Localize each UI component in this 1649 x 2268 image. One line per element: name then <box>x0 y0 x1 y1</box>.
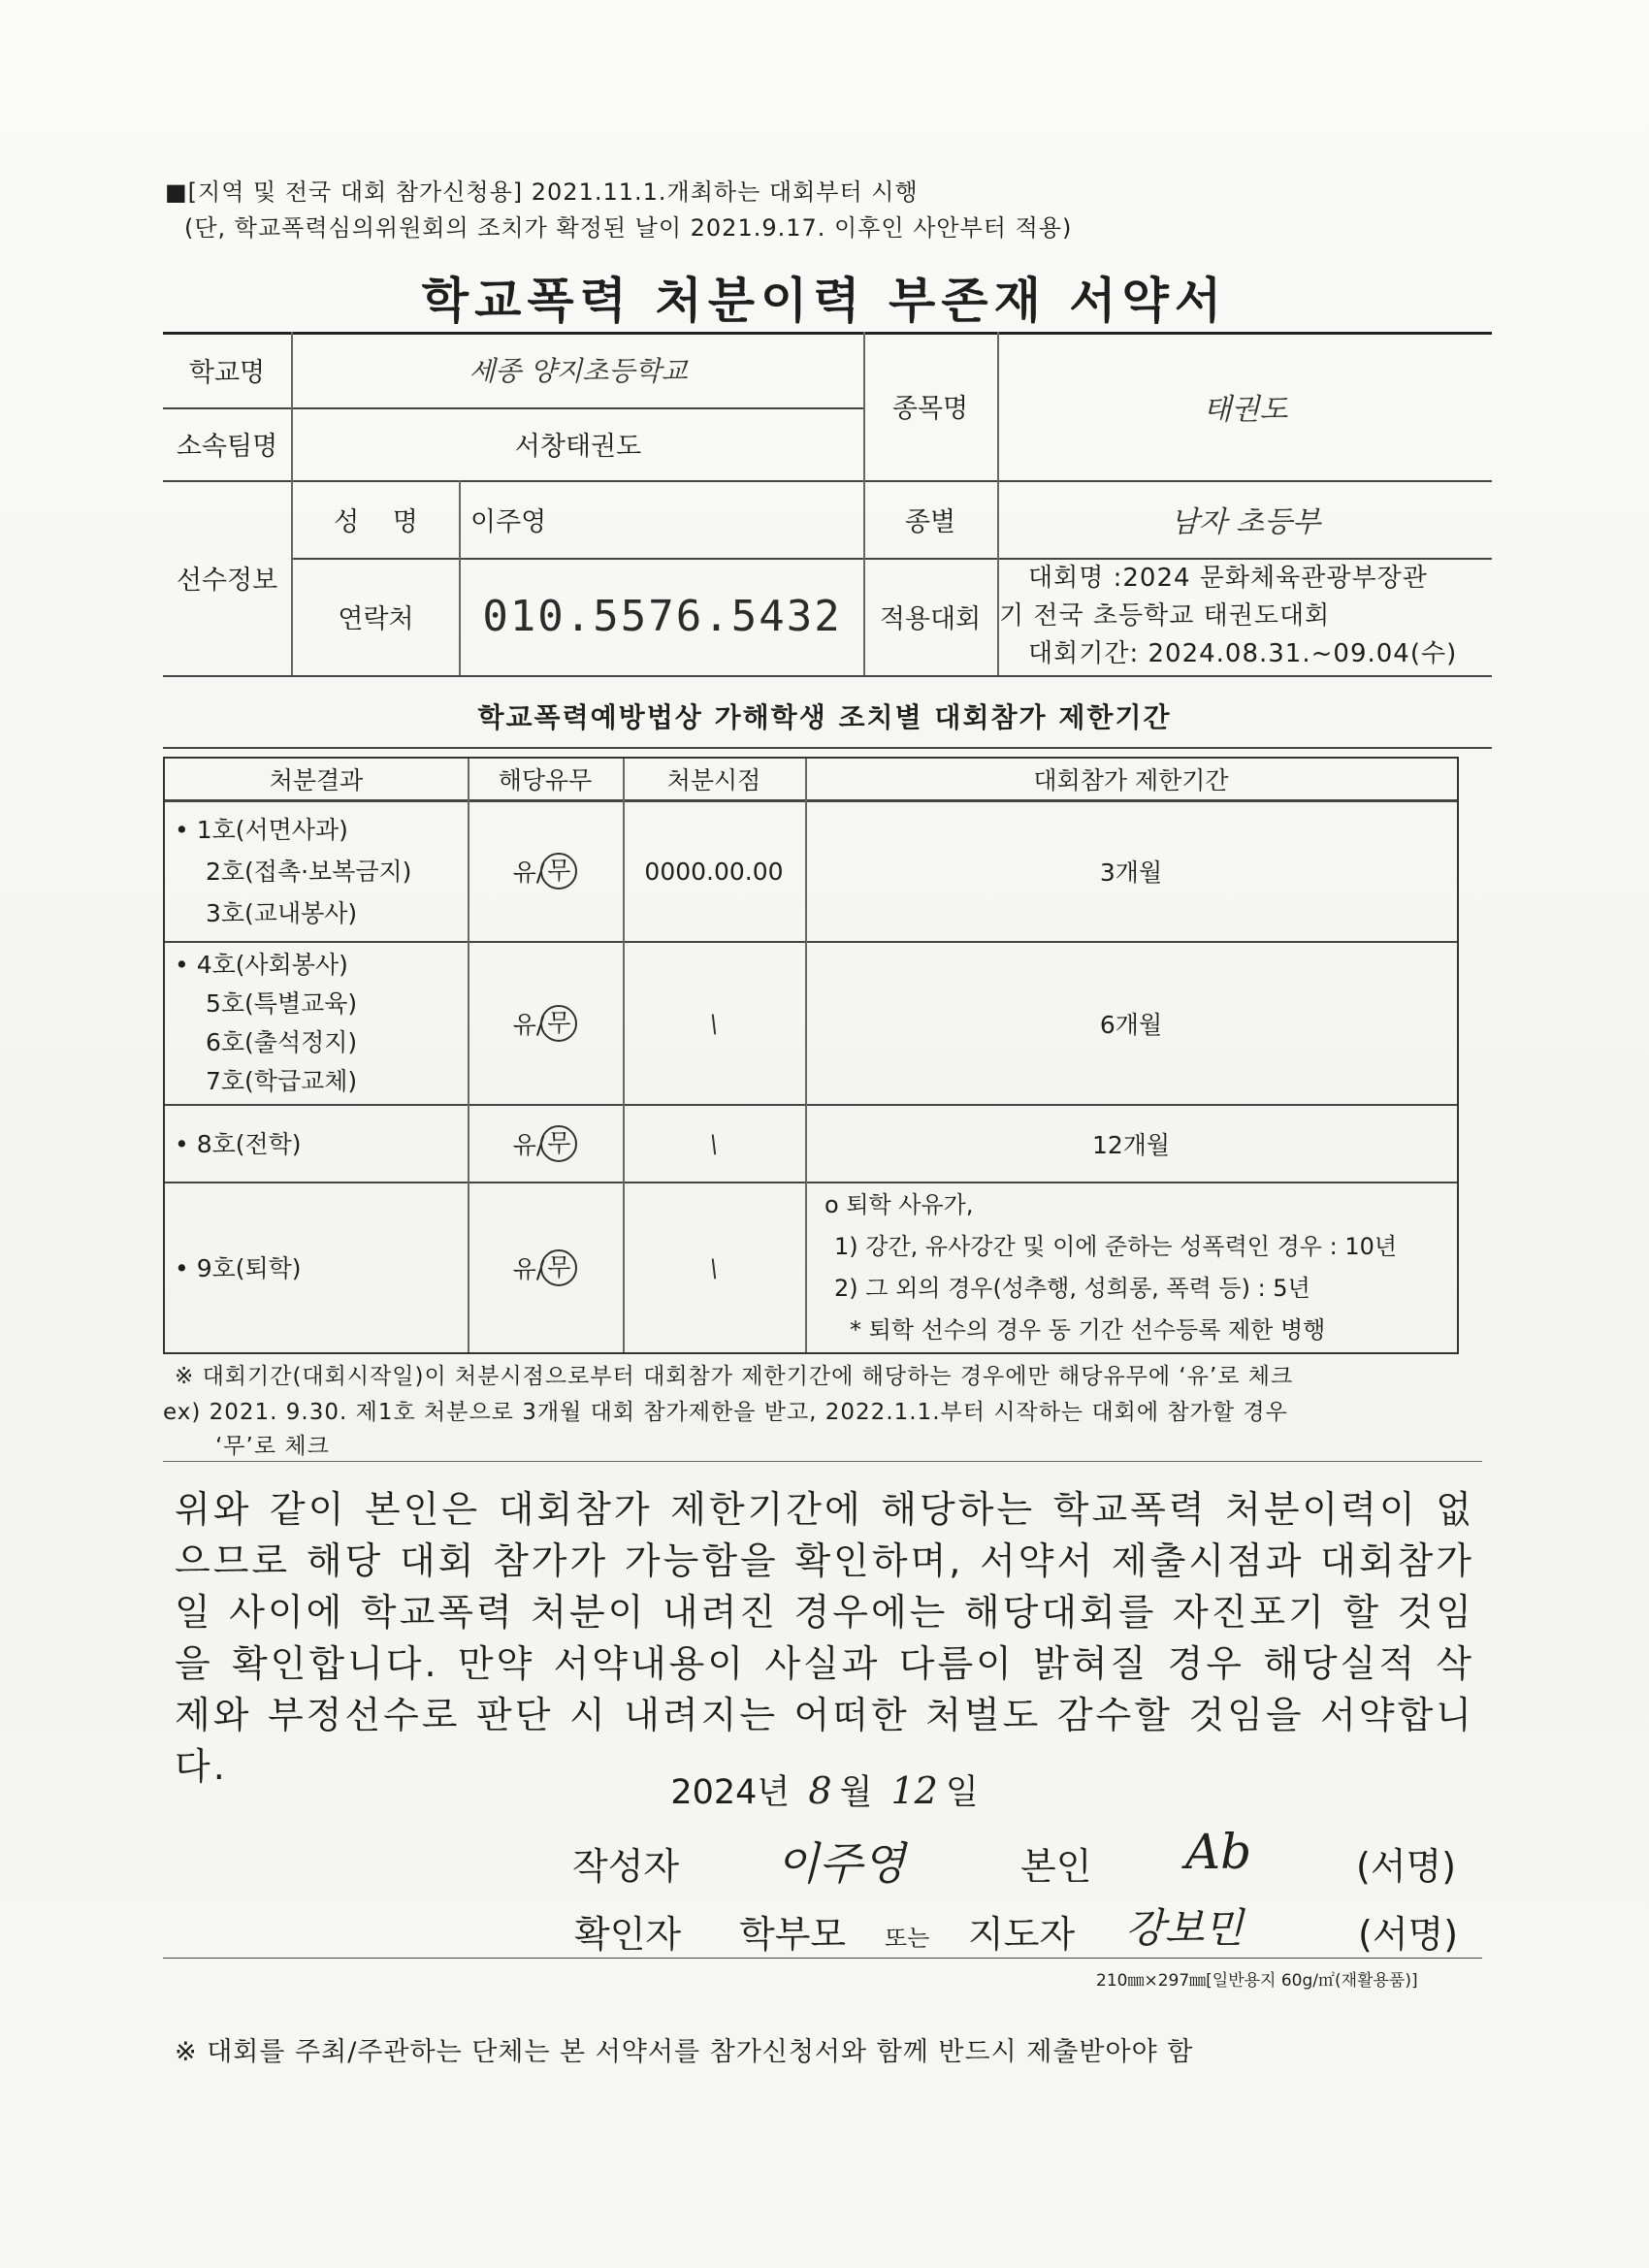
date-month-unit: 월 <box>839 1773 873 1812</box>
team-value: 서창태권도 <box>514 432 642 462</box>
table-row-2-date: \ <box>709 1009 719 1038</box>
coach-label: 지도자 <box>968 1913 1076 1956</box>
reason-line: 2) 그 외의 경우(성추행, 성희롱, 폭력 등) : 5년 <box>834 1275 1310 1302</box>
table-row-1-applicable <box>468 801 623 941</box>
contact-value: 010.5576.5432 <box>482 592 842 641</box>
header-applicable: 해당유무 <box>498 766 593 794</box>
table-row-4-items <box>165 1183 468 1352</box>
confirmer-label: 확인자 <box>574 1913 682 1956</box>
school-label: 학교명 <box>188 357 266 388</box>
date-month: 8 <box>808 1769 832 1812</box>
coach-signature: 강보민 <box>1125 1904 1244 1952</box>
item: 7호(학급교체) <box>206 1067 358 1095</box>
competition-name-cont: 기 전국 초등학교 태권도대회 <box>999 601 1331 631</box>
item: 6호(출석정지) <box>206 1028 358 1056</box>
reason-line: * 퇴학 선수의 경우 동 기간 선수등록 제한 병행 <box>850 1316 1326 1344</box>
table-row-1-items <box>165 801 468 941</box>
paper-spec: 210㎜×297㎜[일반용지 60g/㎡(재활용품)] <box>1096 1971 1418 1991</box>
notice-line-1: ■[지역 및 전국 대회 참가신청용] 2021.11.1.개최하는 대회부터 시행 <box>165 178 919 206</box>
document-title: 학교폭력 처분이력 부존재 서약서 <box>421 273 1228 329</box>
notice-line-2: (단, 학교폭력심의위원회의 조치가 확정된 날이 2021.9.17. 이후인 사안부터 적용) <box>184 214 1073 242</box>
self-label: 본인 <box>1020 1845 1092 1888</box>
table-row-4-date: \ <box>709 1253 719 1282</box>
table-row-3-applicable <box>468 1106 623 1182</box>
table-row-3-items <box>165 1106 468 1182</box>
date-day-unit: 일 <box>945 1773 979 1812</box>
final-note: ※ 대회를 주최/주관하는 단체는 본 서약서를 참가신청서와 함께 반드시 제출받아야 함 <box>175 2037 1194 2067</box>
self-signature: Ab <box>1185 1824 1252 1880</box>
or-label: 또는 <box>885 1925 930 1952</box>
yes-option: 유/ <box>512 1255 545 1283</box>
yes-option: 유/ <box>512 1131 545 1159</box>
header-result: 처분결과 <box>269 766 364 794</box>
no-option-circled: 무 <box>540 1005 577 1042</box>
item: • 9호(퇴학) <box>175 1253 302 1282</box>
item: • 1호(서면사과) <box>175 815 348 844</box>
pledge-date <box>0 1766 1649 1814</box>
table-row-2-items <box>165 943 468 1104</box>
reason-line: o 퇴학 사유가, <box>824 1191 974 1218</box>
event-label: 종목명 <box>891 394 969 424</box>
event-value: 태권도 <box>1203 392 1288 427</box>
discipline-table <box>163 757 1459 1354</box>
school-value: 세종 양지초등학교 <box>469 355 688 387</box>
note-line-1: ※ 대회기간(대회시작일)이 처분시점으로부터 대회참가 제한기간에 해당하는 경우에만 해당유무에 ‘유’로 체크 <box>175 1364 1294 1389</box>
table-row-3-date: \ <box>709 1129 719 1158</box>
note-line-2: ex) 2021. 9.30. 제1호 처분으로 3개월 대회 참가제한을 받고, 2022.1.1.부터 시작하는 대회에 참가할 경우 <box>163 1400 1288 1425</box>
item: 5호(특별교육) <box>206 989 358 1018</box>
header-date: 처분시점 <box>666 766 761 794</box>
name-label: 성 명 <box>334 506 418 537</box>
writer-name: 이주영 <box>776 1837 906 1890</box>
header-period: 대회참가 제한기간 <box>1033 766 1229 794</box>
parent-label: 학부모 <box>739 1913 847 1956</box>
yes-option: 유/ <box>512 859 545 887</box>
item: 3호(교내봉사) <box>206 898 358 927</box>
item: • 4호(사회봉사) <box>175 951 348 979</box>
table-row-1-period: 3개월 <box>1099 859 1163 887</box>
gender-label: 종별 <box>904 506 956 537</box>
gender-value: 남자 초등부 <box>1170 505 1321 539</box>
competition-info <box>999 558 1492 675</box>
competition-label: 적용대회 <box>879 604 982 634</box>
no-option-circled: 무 <box>540 853 577 890</box>
sign-mark-coach: (서명) <box>1358 1913 1459 1956</box>
section-subtitle: 학교폭력예방법상 가해학생 조치별 대회참가 제한기간 <box>477 701 1172 733</box>
item: • 8호(전학) <box>175 1129 302 1158</box>
no-option-circled: 무 <box>540 1249 577 1286</box>
table-row-2-period: 6개월 <box>1099 1011 1163 1039</box>
item: 2호(접촉·보복금지) <box>206 857 412 886</box>
info-table <box>163 332 1492 677</box>
table-row-4-period <box>805 1183 1457 1352</box>
sign-mark-self: (서명) <box>1356 1845 1457 1888</box>
table-row-1-date: 0000.00.00 <box>644 857 784 886</box>
no-option-circled: 무 <box>540 1125 577 1162</box>
yes-option: 유/ <box>512 1011 545 1039</box>
pledge-text: 위와 같이 본인은 대회참가 제한기간에 해당하는 학교폭력 처분이력이 없으므로 해당 대회 참가가 가능함을 확인하며, 서약서 제출시점과 대회참가일 사이에 학교폭력 처분이 내려진 경우에는 해당대회를 자진포기 할 것임을 확인합니다. 만약 서약내용이 사실과 다름이 밝혀질 경우 해당실적 삭제와 부정선수로 판단 시 내려지는 어떠한 처벌도 감수할 것임을 서약합니다. <box>175 1488 1474 1788</box>
competition-name: 대회명 :2024 문화체육관광부장관 <box>1028 564 1428 593</box>
writer-label: 작성자 <box>572 1845 680 1888</box>
athlete-info-label: 선수정보 <box>176 566 278 596</box>
date-year-unit: 년 <box>757 1773 791 1812</box>
team-label: 소속팀명 <box>176 432 278 462</box>
date-year: 2024 <box>670 1773 758 1812</box>
table-row-3-period: 12개월 <box>1091 1131 1171 1159</box>
note-line-3: ‘무’로 체크 <box>215 1434 330 1459</box>
contact-label: 연락처 <box>338 604 414 634</box>
table-row-2-applicable <box>468 943 623 1104</box>
table-row-4-applicable <box>468 1183 623 1352</box>
reason-line: 1) 강간, 유사강간 및 이에 준하는 성폭력인 경우 : 10년 <box>834 1233 1398 1260</box>
name-value: 이주영 <box>470 506 547 537</box>
date-day: 12 <box>890 1769 938 1812</box>
competition-period: 대회기간: 2024.08.31.~09.04(수) <box>1028 639 1458 668</box>
